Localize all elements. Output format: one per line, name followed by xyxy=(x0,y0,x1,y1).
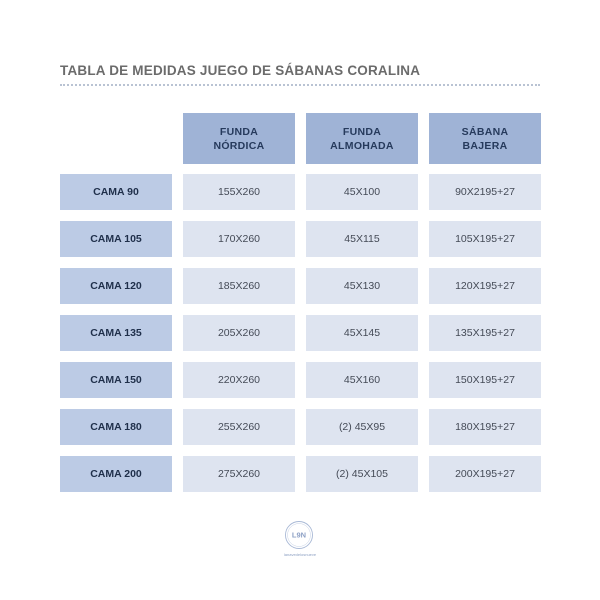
row-label-cama-90: CAMA 90 xyxy=(60,174,172,210)
cell-funda-nordica: 255X260 xyxy=(183,409,295,445)
row-label-cama-200: CAMA 200 xyxy=(60,456,172,492)
page-title: TABLA DE MEDIDAS JUEGO DE SÁBANAS CORALINA xyxy=(60,63,421,78)
cell-funda-almohada: 45X130 xyxy=(306,268,418,304)
cell-sabana-bajera: 150X195+27 xyxy=(429,362,541,398)
size-table xyxy=(60,113,541,503)
cell-funda-almohada: (2) 45X105 xyxy=(306,456,418,492)
row-label-cama-150: CAMA 150 xyxy=(60,362,172,398)
cell-sabana-bajera: 120X195+27 xyxy=(429,268,541,304)
row-label-cama-120: CAMA 120 xyxy=(60,268,172,304)
cell-funda-almohada: 45X100 xyxy=(306,174,418,210)
logo-tagline: lanavedelosnueve xyxy=(283,552,317,557)
cell-funda-nordica: 155X260 xyxy=(183,174,295,210)
cell-sabana-bajera: 180X195+27 xyxy=(429,409,541,445)
header-sabana-bajera xyxy=(429,113,541,164)
cell-funda-nordica: 170X260 xyxy=(183,221,295,257)
cell-sabana-bajera: 90X2195+27 xyxy=(429,174,541,210)
header-funda-almohada xyxy=(306,113,418,164)
cell-funda-nordica: 275X260 xyxy=(183,456,295,492)
cell-funda-almohada: (2) 45X95 xyxy=(306,409,418,445)
brand-logo-icon xyxy=(284,520,314,550)
header-line: BAJERA xyxy=(462,139,508,152)
row-label-cama-180: CAMA 180 xyxy=(60,409,172,445)
header-line: FUNDA xyxy=(219,125,259,138)
row-label-cama-135: CAMA 135 xyxy=(60,315,172,351)
header-corner xyxy=(60,113,172,164)
header-funda-nordica xyxy=(183,113,295,164)
cell-funda-almohada: 45X145 xyxy=(306,315,418,351)
row-label-cama-105: CAMA 105 xyxy=(60,221,172,257)
header-line: ALMOHADA xyxy=(330,139,394,152)
header-line: FUNDA xyxy=(342,125,382,138)
header-line: NÓRDICA xyxy=(213,139,265,152)
cell-sabana-bajera: 105X195+27 xyxy=(429,221,541,257)
header-line: SÁBANA xyxy=(461,125,509,138)
dotted-divider xyxy=(60,84,540,86)
cell-sabana-bajera: 200X195+27 xyxy=(429,456,541,492)
cell-funda-nordica: 185X260 xyxy=(183,268,295,304)
cell-funda-almohada: 45X115 xyxy=(306,221,418,257)
cell-sabana-bajera: 135X195+27 xyxy=(429,315,541,351)
cell-funda-almohada: 45X160 xyxy=(306,362,418,398)
cell-funda-nordica: 205X260 xyxy=(183,315,295,351)
logo-mark: L9N xyxy=(291,530,307,540)
cell-funda-nordica: 220X260 xyxy=(183,362,295,398)
